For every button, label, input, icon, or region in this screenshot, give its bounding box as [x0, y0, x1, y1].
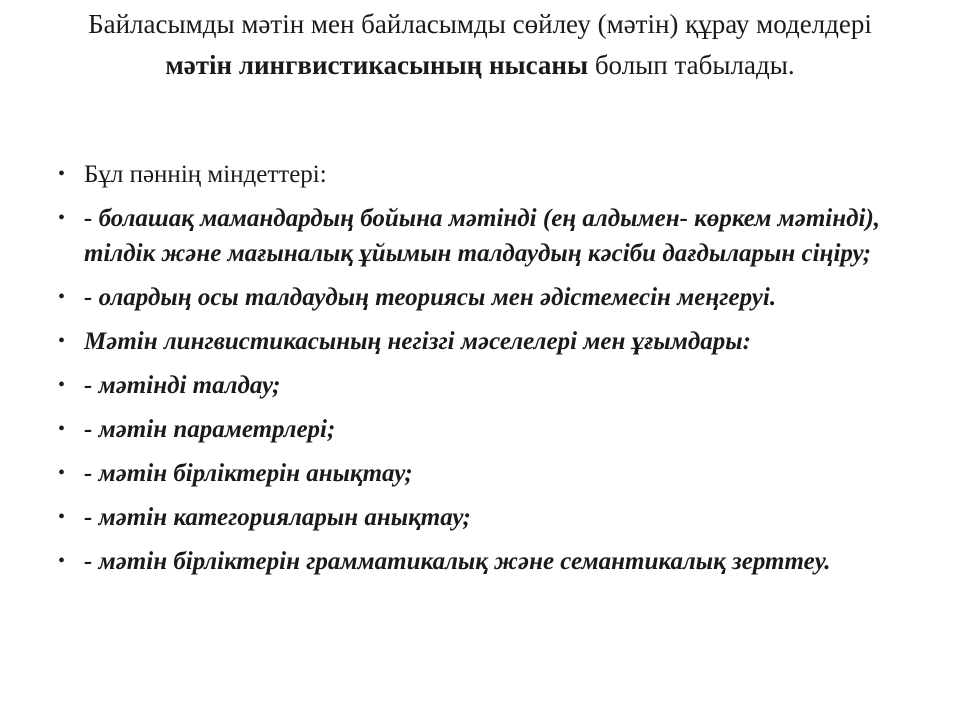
list-item: [58, 456, 918, 491]
list-item: [58, 324, 918, 359]
title-text-bold: мәтін лингвистикасының нысаны: [165, 50, 589, 80]
list-item-text: - мәтінді талдау;: [84, 372, 281, 399]
list-item-text: - мәтін бірліктерін грамматикалық және семантикалық зерттеу.: [84, 548, 831, 575]
slide-title: [60, 4, 900, 86]
bullet-icon: •: [58, 462, 66, 484]
bullet-icon: •: [58, 374, 66, 396]
list-item: [58, 500, 918, 535]
list-item-text: - болашақ мамандардың бойына мәтінді (ең алдымен- көркем мәтінді), тілдік және мағыналық ұйымын талдаудың кәсіби дағдыларын сіңіру;: [84, 205, 881, 267]
list-item: [58, 544, 918, 579]
list-item-text: - мәтін параметрлері;: [84, 416, 336, 443]
list-item: [58, 412, 918, 447]
bullet-icon: •: [58, 163, 66, 185]
title-text-part1: Байласымды мәтін мен байласымды сөйлеу (мәтін) құрау моделдері: [88, 9, 872, 39]
list-item: [58, 157, 918, 192]
list-item: [58, 368, 918, 403]
bullet-icon: •: [58, 286, 66, 308]
bullet-icon: •: [58, 418, 66, 440]
list-item-text: Бұл пәннің міндеттері:: [84, 161, 327, 188]
bullet-list: [58, 157, 918, 588]
list-item-text: - мәтін категорияларын анықтау;: [84, 504, 471, 531]
list-item: [58, 201, 918, 271]
title-text-part2: болып табылады.: [588, 50, 795, 80]
bullet-icon: •: [58, 550, 66, 572]
list-item-text: - олардың осы талдаудың теориясы мен әдістемесін меңгеруі.: [84, 284, 777, 311]
bullet-icon: •: [58, 506, 66, 528]
bullet-icon: •: [58, 330, 66, 352]
bullet-icon: •: [58, 207, 66, 229]
list-item: [58, 280, 918, 315]
list-item-text: - мәтін бірліктерін анықтау;: [84, 460, 413, 487]
list-item-text: Мәтін лингвистикасының негізгі мәселелері мен ұғымдары:: [84, 328, 751, 355]
